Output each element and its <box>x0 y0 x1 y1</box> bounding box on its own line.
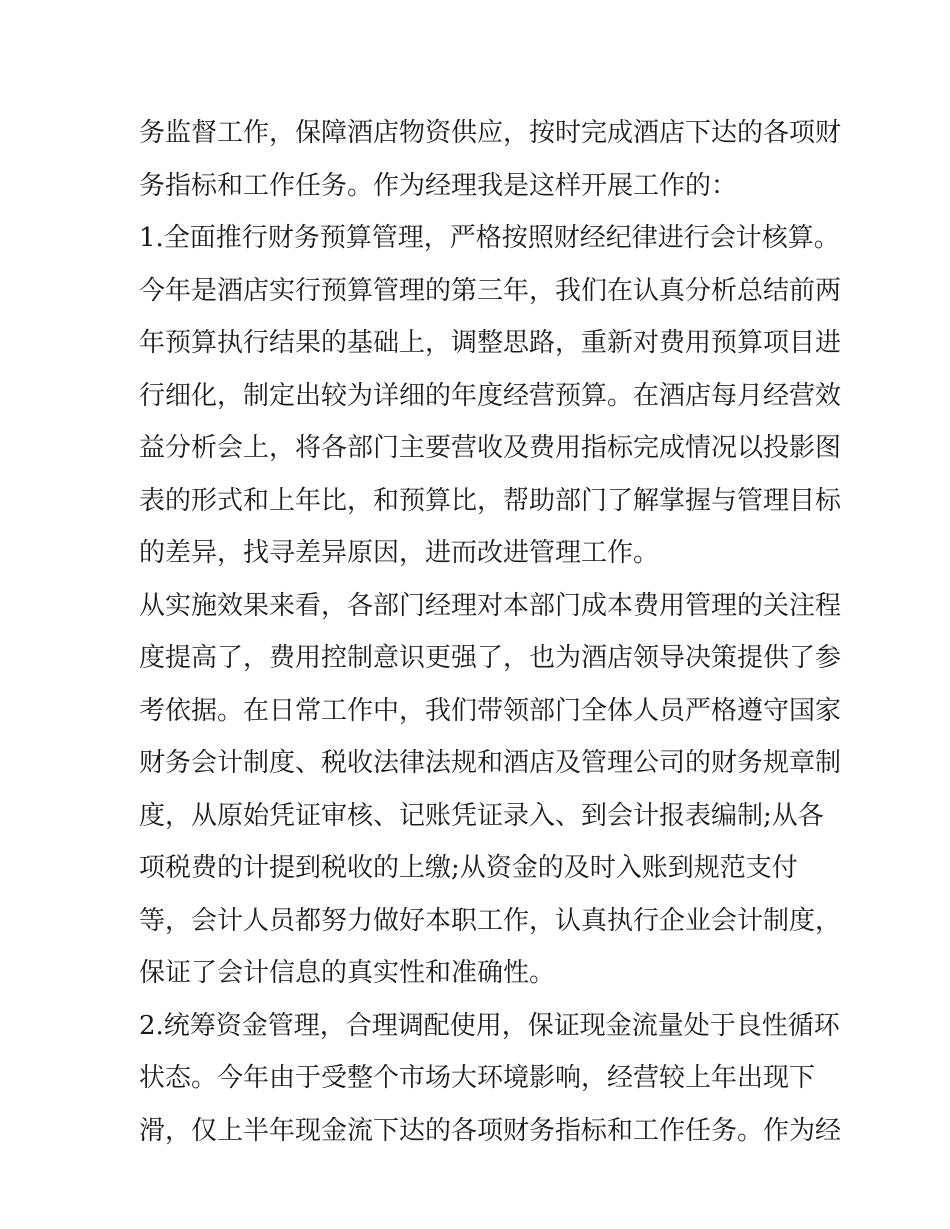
text-line-5: 年预算执行结果的基础上，调整思路，重新对费用预算项目进 <box>139 328 842 358</box>
text-line-11: 度提高了，费用控制意识更强了，也为酒店领导决策提供了参 <box>139 643 842 673</box>
text-line-7: 益分析会上，将各部门主要营收及费用指标完成情况以投影图 <box>139 433 842 463</box>
text-line-1: 务监督工作，保障酒店物资供应，按时完成酒店下达的各项财 <box>139 118 842 148</box>
text-line-17: 保证了会计信息的真实性和准确性。 <box>139 958 556 988</box>
text-line-10: 从实施效果来看，各部门经理对本部门成本费用管理的关注程 <box>139 590 842 621</box>
text-line-19: 状态。今年由于受整个市场大环境影响，经营较上年出现下 <box>139 1063 816 1093</box>
text-line-16: 等，会计人员都努力做好本职工作，认真执行企业会计制度， <box>139 905 842 936</box>
text-line-18: 2.统筹资金管理，合理调配使用，保证现金流量处于良性循环 <box>139 1010 840 1041</box>
text-line-12: 考依据。在日常工作中，我们带领部门全体人员严格遵守国家 <box>139 695 842 726</box>
text-line-20: 滑，仅上半年现金流下达的各项财务指标和工作任务。作为经 <box>139 1115 842 1146</box>
text-line-6: 行细化，制定出较为详细的年度经营预算。在酒店每月经营效 <box>139 380 842 411</box>
text-line-3: 1.全面推行财务预算管理，严格按照财经纪律进行会计核算。 <box>139 223 840 253</box>
text-line-2: 务指标和工作任务。作为经理我是这样开展工作的： <box>139 170 738 201</box>
body-text <box>139 107 842 1157</box>
text-line-4: 今年是酒店实行预算管理的第三年，我们在认真分析总结前两 <box>139 275 842 306</box>
text-line-15: 项税费的计提到税收的上缴;从资金的及时入账到规范支付 <box>139 853 798 883</box>
text-line-13: 财务会计制度、税收法律法规和酒店及管理公司的财务规章制 <box>139 748 842 778</box>
text-line-9: 的差异，找寻差异原因，进而改进管理工作。 <box>139 538 660 568</box>
text-line-8: 表的形式和上年比，和预算比，帮助部门了解掌握与管理目标 <box>139 485 842 516</box>
text-line-14: 度，从原始凭证审核、记账凭证录入、到会计报表编制;从各 <box>139 800 824 831</box>
